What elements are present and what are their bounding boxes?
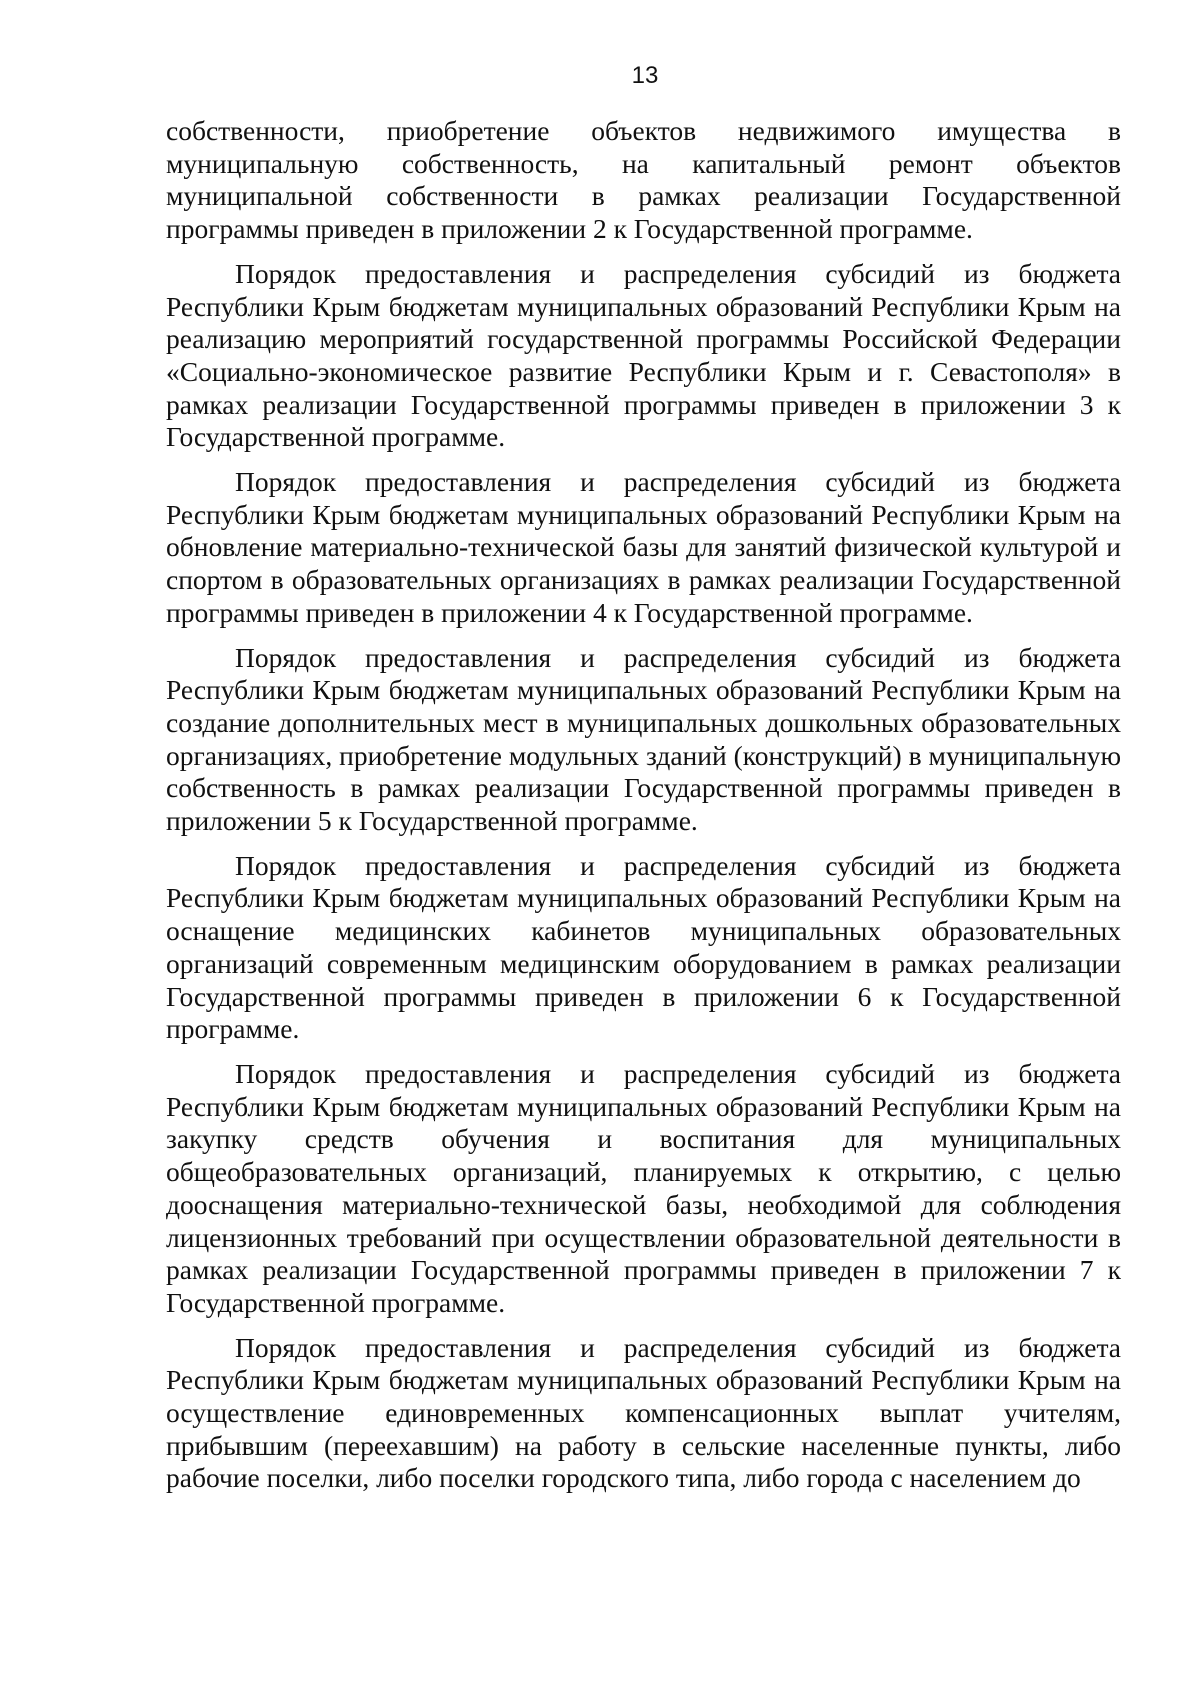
paragraph-appendix-3: Порядок предоставления и распределения субсидий из бюджета Республики Крым бюджетам муниципальных образований Республики Крым на реализацию мероприятий государственной программы Российской Федерации «Социально-экономическое развитие Республики Крым и г. Севастополя» в рамках реализации Государственной программы приведен в приложении 3 к Государственной программе.	[166, 257, 1121, 453]
page-number: 13	[631, 62, 659, 89]
document-body	[166, 115, 1121, 1507]
paragraph-appendix-7: Порядок предоставления и распределения субсидий из бюджета Республики Крым бюджетам муниципальных образований Республики Крым на закупку средств обучения и воспитания для муниципальных общеобразовательных организаций, планируемых к открытию, с целью дооснащения материально-технической базы, необходимой для соблюдения лицензионных требований при осуществлении образовательной деятельности в рамках реализации Государственной программы приведен в приложении 7 к Государственной программе.	[166, 1057, 1121, 1318]
paragraph-appendix-5: Порядок предоставления и распределения субсидий из бюджета Республики Крым бюджетам муниципальных образований Республики Крым на создание дополнительных мест в муниципальных дошкольных образовательных организациях, приобретение модульных зданий (конструкций) в муниципальную собственность в рамках реализации Государственной программы приведен в приложении 5 к Государственной программе.	[166, 641, 1121, 837]
paragraph-appendix-4: Порядок предоставления и распределения субсидий из бюджета Республики Крым бюджетам муниципальных образований Республики Крым на обновление материально-технической базы для занятий физической культурой и спортом в образовательных организациях в рамках реализации Государственной программы приведен в приложении 4 к Государственной программе.	[166, 466, 1121, 628]
paragraph-continuation: собственности, приобретение объектов недвижимого имущества в муниципальную собственность, на капитальный ремонт объектов муниципальной собственности в рамках реализации Государственной программы приведен в приложении 2 к Государственной программе.	[166, 115, 1121, 245]
paragraph-appendix-6: Порядок предоставления и распределения субсидий из бюджета Республики Крым бюджетам муниципальных образований Республики Крым на оснащение медицинских кабинетов муниципальных образовательных организаций современным медицинским оборудованием в рамках реализации Государственной программы приведен в приложении 6 к Государственной программе.	[166, 849, 1121, 1045]
paragraph-compensation-payments: Порядок предоставления и распределения субсидий из бюджета Республики Крым бюджетам муниципальных образований Республики Крым на осуществление единовременных компенсационных выплат учителям, прибывшим (переехавшим) на работу в сельские населенные пункты, либо рабочие поселки, либо поселки городского типа, либо города с населением до	[166, 1331, 1121, 1494]
